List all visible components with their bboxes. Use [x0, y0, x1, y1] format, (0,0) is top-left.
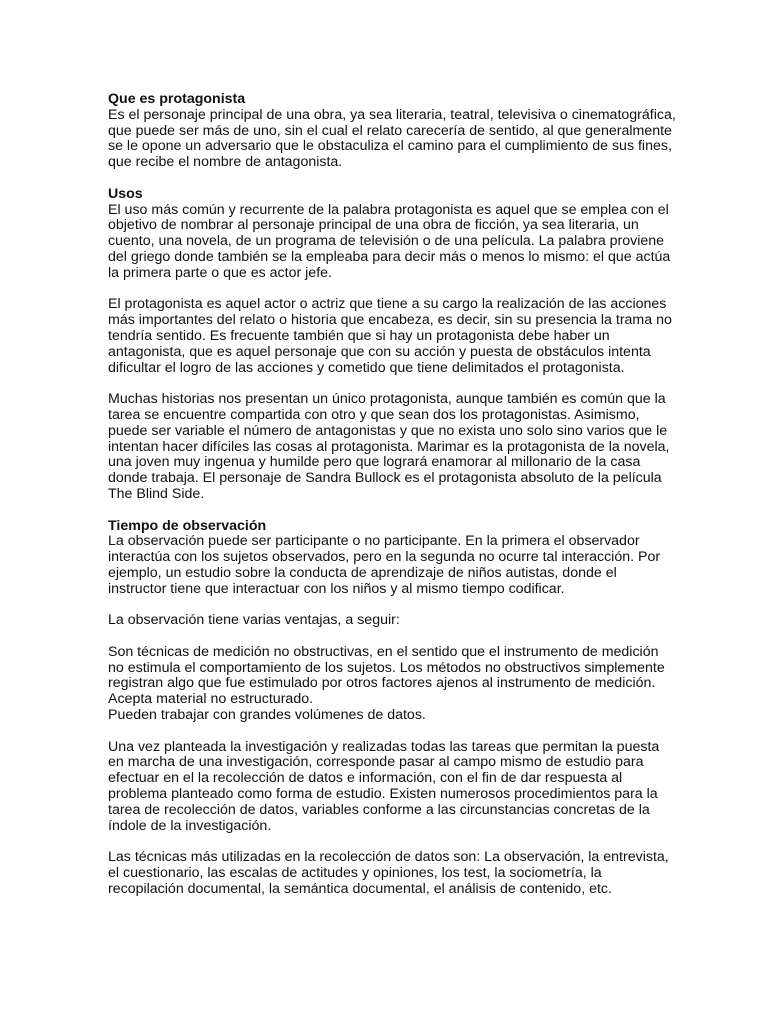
text-line: donde trabaja. El personaje de Sandra Bullock es el protagonista absoluto de la película — [108, 470, 662, 487]
text-line: El protagonista es aquel actor o actriz que tiene a su cargo la realización de las acciones — [108, 296, 667, 313]
text-line: objetivo de nombrar al personaje principal de una obra de ficción, ya sea literaria, un — [108, 217, 639, 234]
text-line: tendría sentido. Es frecuente también que si hay un protagonista debe haber un — [108, 327, 610, 344]
text-line: cuento, una novela, de un programa de televisión o de una película. La palabra proviene — [108, 233, 665, 250]
text-line: Pueden trabajar con grandes volúmenes de datos. — [108, 707, 426, 724]
text-line: índole de la investigación. — [108, 817, 272, 834]
text-line: La observación puede ser participante o no participante. En la primera el observador — [108, 533, 640, 550]
section-heading: Tiempo de observación — [108, 517, 267, 534]
text-line: tarea de recolección de datos, variables conforme a las circunstancias concretas de la — [108, 801, 650, 818]
paragraph-tecnicas-no-obstructivas — [108, 645, 664, 724]
text-line: El uso más común y recurrente de la palabra protagonista es aquel que se emplea con el — [108, 201, 669, 218]
text-line: intentan hacer difíciles las cosas al protagonista. Marimar es la protagonista de la novela, — [108, 438, 670, 455]
text-line: Las técnicas más utilizadas en la recolección de datos son: La observación, la entrevista, — [108, 849, 669, 866]
document-page — [108, 91, 676, 913]
text-line: problema planteado como forma de estudio. Existen numerosos procedimientos para la — [108, 786, 658, 803]
paragraph-usos — [108, 185, 671, 282]
text-line: registran algo que fue estimulado por otros factores ajenos al instrumento de medición. — [108, 675, 656, 692]
text-line: La observación tiene varias ventajas, a seguir: — [108, 612, 400, 629]
paragraph-tiempo-de-observacion — [108, 519, 664, 598]
text-line: ejemplo, un estudio sobre la conducta de aprendizaje de niños autistas, donde el — [108, 564, 617, 581]
text-line: del griego donde también se la empleaba para decir más o menos lo mismo: el que actúa — [108, 248, 671, 265]
text-line: se le opone un adversario que le obstaculiza el camino para el cumplimiento de sus fines, — [108, 138, 672, 155]
text-line: interactúa con los sujetos observados, pero en la segunda no ocurre tal interacción. Por — [108, 549, 661, 566]
section-heading: Que es protagonista — [108, 91, 246, 107]
paragraph-muchas-historias — [108, 391, 670, 503]
paragraph-que-es-protagonista — [108, 91, 676, 171]
text-line: tarea se encuentre compartida con otro y que sean dos los protagonistas. Asimismo, — [108, 406, 640, 423]
paragraph-tecnicas-recoleccion — [108, 849, 669, 897]
text-line: la primera parte o que es actor jefe. — [108, 264, 332, 281]
section-heading: Usos — [108, 185, 143, 202]
text-line: el cuestionario, las escalas de actitudes y opiniones, los test, la sociometría, la — [108, 865, 602, 882]
text-line: antagonista, que es aquel personaje que con su acción y puesta de obstáculos intenta — [108, 343, 651, 360]
paragraph-protagonista-actor — [108, 296, 672, 376]
paragraph-planteada-investigacion — [108, 740, 664, 835]
text-line: más importantes del relato o historia que encabeza, es decir, sin su presencia la trama no — [108, 312, 672, 329]
text-line: Son técnicas de medición no obstructivas, en el sentido que el instrumento de medición — [108, 643, 659, 660]
paragraph-ventajas-intro — [108, 613, 664, 629]
text-line: Una vez planteada la investigación y realizadas todas las tareas que permitan la puesta — [108, 738, 660, 755]
text-line: no estimula el comportamiento de los sujetos. Los métodos no obstructivos simplemente — [108, 659, 665, 676]
text-line: puede ser variable el número de antagonistas y que no exista uno solo sino varios que le — [108, 422, 668, 439]
text-line: en marcha de una investigación, corresponde pasar al campo mismo de estudio para — [108, 754, 644, 771]
text-line: The Blind Side. — [108, 485, 205, 502]
text-line: una joven muy ingenua y humilde pero que logrará enamorar al millonario de la casa — [108, 454, 641, 471]
text-line: efectuar en el la recolección de datos e información, con el fin de dar respuesta al — [108, 770, 623, 787]
text-line: instructor tiene que interactuar con los niños y al mismo tiempo codificar. — [108, 580, 565, 597]
text-line: Es el personaje principal de una obra, ya sea literaria, teatral, televisiva o cinematográfica, — [108, 106, 676, 123]
text-line: dificultar el logro de las acciones y cometido que tiene delimitados el protagonista. — [108, 359, 625, 376]
text-line: Acepta material no estructurado. — [108, 691, 314, 708]
text-line: que puede ser más de uno, sin el cual el relato carecería de sentido, al que generalmente — [108, 122, 672, 139]
text-line: Muchas historias nos presentan un único protagonista, aunque también es común que la — [108, 391, 666, 408]
text-line: recopilación documental, la semántica documental, el análisis de contenido, etc. — [108, 880, 612, 897]
text-line: que recibe el nombre de antagonista. — [108, 154, 343, 171]
